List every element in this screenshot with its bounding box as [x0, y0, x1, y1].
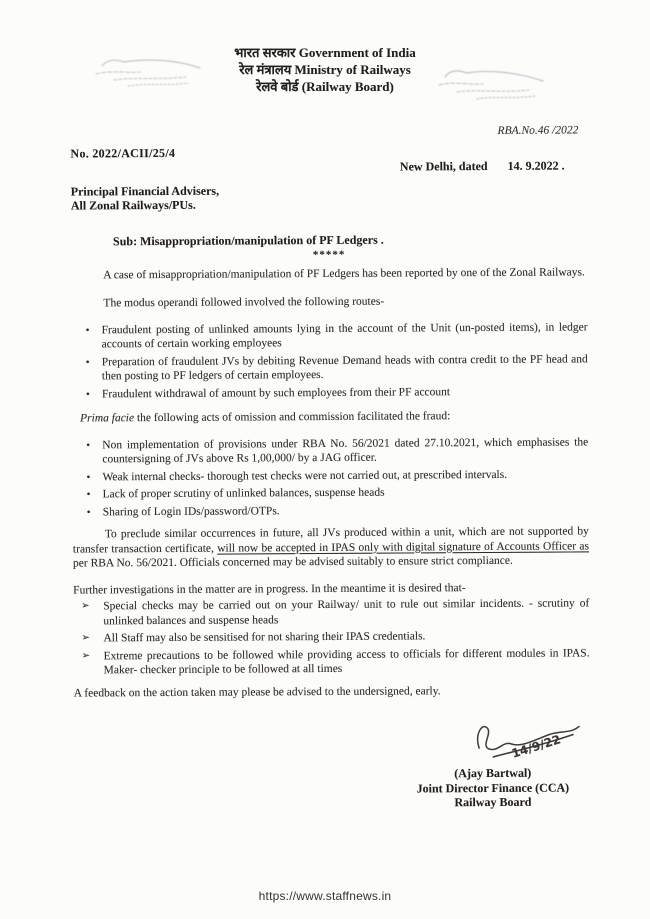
list-item	[73, 484, 589, 502]
list-item-text: Special checks may be carried out on your Railway/ unit to rule out similar incidents. - scrutiny of unlinked balances and suspense heads	[103, 597, 590, 627]
list-item-text: Fraudulent withdrawal of amount by such employees from their PF account	[101, 385, 451, 400]
addressee-line-1: Principal Financial Advisers,	[70, 183, 220, 199]
letter-date: 14. 9.2022 .	[507, 158, 565, 173]
subject-line: Sub: Misappropriation/manipulation of PF Ledgers .	[112, 232, 384, 248]
arrow-bullet-icon: ➢	[81, 600, 90, 612]
bullet-icon: •	[86, 470, 91, 483]
bullet-icon: •	[86, 488, 91, 501]
paragraph-prima-facie	[72, 408, 588, 426]
faint-signature-stamp-left-icon	[88, 52, 208, 100]
bullet-icon: •	[85, 323, 90, 336]
letter-number: No. 2022/ACII/25/4	[70, 145, 176, 161]
bullet-icon: •	[86, 505, 91, 518]
letter-body	[0, 123, 650, 812]
list-item	[72, 352, 588, 384]
list-item	[74, 646, 590, 678]
letterhead-line-ministry: रेल मंत्रालय Ministry of Railways	[239, 62, 411, 77]
signatory-organisation: Railway Board	[454, 794, 532, 810]
place-date-label: New Delhi, dated	[399, 159, 488, 174]
preclude-text-post: per RBA No. 56/2021. Officials concerned may be advised suitably to ensure strict compliance.	[72, 554, 513, 570]
signature-block	[385, 707, 601, 810]
preclude-text-underlined: will now be accepted in IPAS only with digital signature of Accounts Officer as	[217, 539, 589, 555]
omissions-list	[72, 435, 588, 520]
paragraph-modus-operandi: The modus operandi followed involved the following routes-	[103, 295, 385, 310]
signatory-designation: Joint Director Finance (CCA)	[416, 780, 570, 795]
arrow-bullet-icon: ➢	[81, 649, 90, 661]
handwritten-signature-icon	[445, 707, 595, 766]
paragraph-case-reported: A case of misappropriation/manipulation of PF Ledgers has been reported by one of the Zonal Railways.	[103, 265, 585, 281]
preclude-text-pre: To preclude similar occurrences in future, all JVs produced within a unit, which are not supported by transfer transaction certificate,	[72, 525, 589, 556]
letterhead-line-railway-board: रेलवे बोर्ड (Railway Board)	[256, 79, 394, 94]
addressee-block	[71, 181, 587, 213]
paragraph-further-investigations: Further investigations in the matter are in progress. In the meantime it is desired that-	[73, 581, 466, 597]
paragraph-feedback: A feedback on the action taken may please be advised to the undersigned, early.	[73, 684, 441, 700]
bullet-icon: •	[86, 438, 91, 451]
list-item	[72, 320, 588, 352]
letterhead-line-government: भारत सरकार Government of India	[234, 45, 416, 60]
list-item	[72, 384, 588, 402]
directives-list	[73, 596, 589, 678]
list-item	[72, 435, 588, 467]
footer-url: https://www.staffnews.in	[258, 889, 392, 903]
addressee-line-2: All Zonal Railways/PUs.	[70, 197, 196, 213]
list-item	[73, 628, 589, 646]
list-item	[73, 596, 589, 628]
paragraph-preclude	[73, 524, 589, 571]
bullet-icon: •	[85, 387, 90, 400]
rba-reference-number: RBA.No.46 /2022	[497, 124, 579, 137]
signatory-name: (Ajay Bartwal)	[454, 765, 532, 781]
prima-facie-rest: the following acts of omission and commission facilitated the fraud:	[134, 410, 451, 425]
date-row	[71, 158, 587, 176]
list-item-text: Sharing of Login IDs/password/OTPs.	[102, 504, 280, 518]
signature-date-scribble: 14/9/22	[509, 732, 563, 761]
list-item-text: Extreme precautions to be followed while providing access to officials for different modules in IPAS. Maker- checker principle to be followed at all times	[103, 646, 590, 677]
list-item-text: Weak internal checks- thorough test checks were not carried out, at prescribed intervals.	[102, 468, 508, 483]
faint-signature-stamp-right-icon	[433, 63, 551, 113]
list-item-text: Fraudulent posting of unlinked amounts lying in the account of the Unit (un-posted items), in ledger accounts of certain working employees	[101, 320, 588, 351]
prima-facie-italic: Prima facie	[80, 412, 135, 425]
arrow-bullet-icon: ➢	[81, 632, 90, 644]
modus-operandi-list	[72, 320, 588, 402]
subject-separator: *****	[312, 248, 346, 262]
list-item-text: All Staff may also be sensitised for not sharing their IPAS credentials.	[103, 630, 426, 645]
bullet-icon: •	[85, 355, 90, 368]
list-item-text: Lack of proper scrutiny of unlinked balances, suspense heads	[102, 486, 385, 501]
list-item	[72, 467, 588, 485]
list-item-text: Non implementation of provisions under RBA No. 56/2021 dated 27.10.2021, which emphasises the countersigning of JVs above Rs 1,00,000/ by a JAG officer.	[102, 435, 589, 466]
list-item-text: Preparation of fraudulent JVs by debiting Revenue Demand heads with contra credit to the PF head and then posting to PF ledgers of certain employees.	[101, 352, 588, 383]
list-item	[73, 502, 589, 520]
